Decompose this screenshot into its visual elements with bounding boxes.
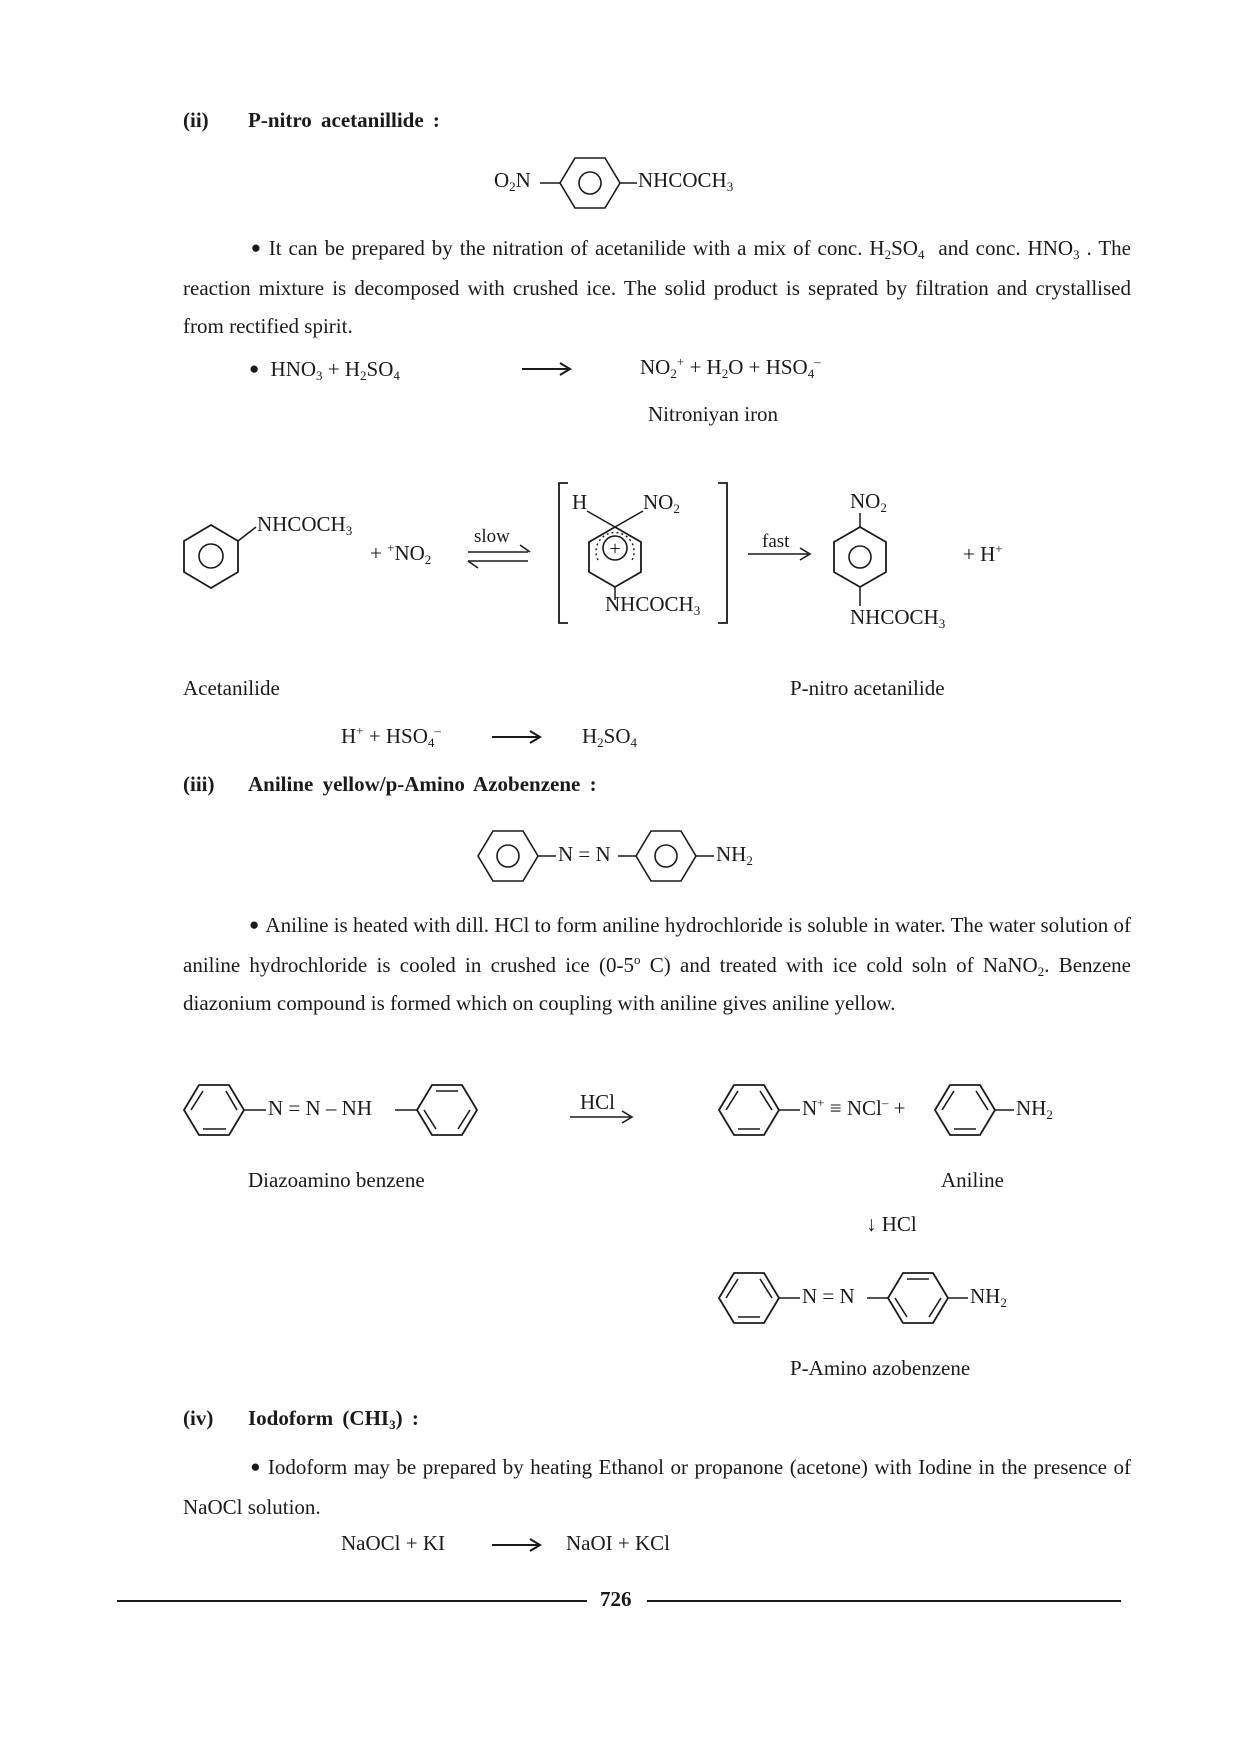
product-azo-link-label: N = N [802, 1284, 855, 1308]
section-number: (ii) [183, 108, 209, 132]
nitronium-reagent-label: + $^+NO_2$ [370, 540, 432, 567]
paragraph-preparation: ● It can be prepared by the nitration of acetanilide with a mix of conc. $H_2SO_4$ and conc. $HNO_3$ . The reaction mixture is decomposed with crushed ice. The solid product is seprated by filtration and crystallised from rectified spirit. [183, 236, 1132, 338]
diazoamino-link-label: N = N – NH [268, 1096, 373, 1120]
bullet-icon: ● [249, 1457, 262, 1476]
section-number: (iii) [183, 772, 215, 796]
intermediate-no2-label: $NO_2$ [643, 490, 680, 516]
nitronium-label: Nitroniyan iron [648, 402, 779, 426]
equation-nitronium-rhs: $NO_2^+ + H_2O + HSO_4^-$ [640, 354, 821, 381]
product-acetamido-label: $NHCOCH_3$ [850, 605, 946, 631]
down-arrow-hcl-label: ↓ HCl [866, 1212, 917, 1236]
equation-nitronium-lhs: ● $HNO_3 + H_2SO_4$ [249, 357, 400, 383]
equation-naoi-rhs: NaOI + KCl [566, 1531, 670, 1555]
section-title: Aniline yellow/p-Amino Azobenzene : [248, 772, 597, 796]
p-nitroacetanilide-caption: P-nitro acetanilide [790, 676, 945, 700]
equation-naoi-lhs: NaOCl + KI [341, 1531, 445, 1555]
azo-link-label: N = N [558, 842, 611, 866]
intermediate-acetamido-label: $NHCOCH_3$ [605, 592, 701, 618]
svg-text:+: + [609, 538, 621, 560]
footer-rule-right [647, 1600, 1121, 1602]
p-aminoazobenzene-caption: P-Amino azobenzene [790, 1356, 971, 1380]
bullet-icon: ● [249, 359, 260, 378]
aniline-caption: Aniline [941, 1168, 1004, 1192]
hcl-reagent-label: HCl [580, 1090, 616, 1114]
bullet-icon: ● [249, 915, 260, 934]
amino-group-label: $NH_2$ [716, 842, 753, 868]
diazoamino-caption: Diazoamino benzene [248, 1168, 425, 1192]
section-title: Iodoform $(CHI_3)$ : [248, 1406, 419, 1432]
bullet-icon: ● [249, 238, 263, 257]
nitro-group-label: $O_2N$ [494, 168, 531, 194]
equation-regeneration-lhs: $H^+ + HSO_4^-$ [341, 723, 441, 750]
slow-step-label: slow [474, 526, 510, 547]
acetanilide-caption: Acetanilide [183, 676, 280, 700]
section-title: P-nitro acetanillide : [248, 108, 440, 132]
acetamido-group-label: $NHCOCH_3$ [638, 168, 734, 194]
paragraph-iodoform: ● Iodoform may be prepared by heating Ethanol or propanone (acetone) with Iodine in the presence of NaOCl solution. [183, 1455, 1131, 1519]
diazonium-group-label: N+ ≡ NCl– + [802, 1095, 906, 1120]
product-amino-label: $NH_2$ [970, 1284, 1007, 1310]
fast-step-label: fast [762, 531, 790, 552]
acetanilide-group-label: $NHCOCH_3$ [257, 512, 353, 538]
equation-regeneration-rhs: $H_2SO_4$ [582, 724, 638, 750]
paragraph-aniline-yellow: ● Aniline is heated with dill. HCl to form aniline hydrochloride is soluble in water. The water solution of aniline hydrochloride is cooled in crushed ice (0-5$^o$ C) and treated with ice cold soln of NaNO$_2$. Benzene diazonium compound is formed which on coupling with aniline gives aniline yellow. [183, 913, 1132, 1015]
proton-label: + H+ [963, 541, 1003, 566]
aniline-amino-label: $NH_2$ [1016, 1096, 1053, 1122]
product-no2-label: $NO_2$ [850, 489, 887, 515]
section-number: (iv) [183, 1406, 214, 1430]
page-number: 726 [600, 1587, 632, 1611]
footer-rule-left [117, 1600, 587, 1602]
intermediate-h-label: H [572, 490, 588, 514]
